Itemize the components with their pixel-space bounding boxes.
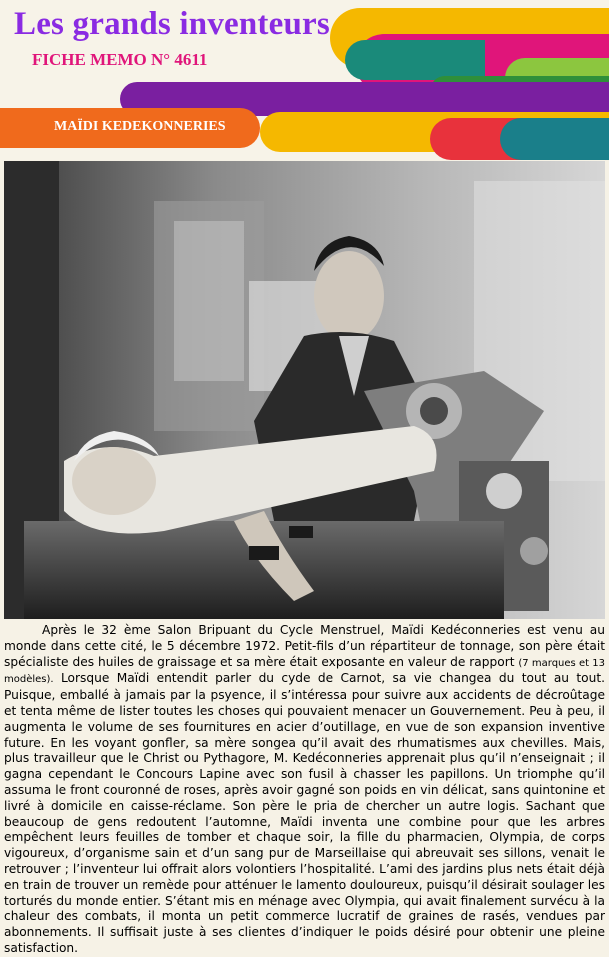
subject-name: MAÏDI KEDEKONNERIES (54, 119, 226, 134)
teal-lower-stripe (500, 118, 609, 160)
photo-illustration-icon (4, 161, 605, 619)
article-part-1: Après le 32 ème Salon Bripuant du Cycle Menstruel, Maïdi Kedéconneries est venu au monde dans cette cité, le 5 décembre 1972. Petit-fils d’un répartiteur de tonnage, son père était spécialiste des huiles de graissage et sa mère était exposante en valeur de rapport (4, 623, 605, 669)
teal-stripe (345, 40, 485, 80)
article-small-note: (7 marques et 13 modèles). (4, 657, 605, 686)
page-title: Les grands inventeurs (14, 6, 330, 42)
header-banner (0, 0, 609, 160)
memo-number: FICHE MEMO N° 4611 (32, 50, 208, 69)
article-paragraph (4, 623, 605, 957)
inventor-photo (4, 161, 605, 619)
article-part-2: Lorsque Maïdi entendit parler du cyde de Carnot, sa vie changea du tout au tout. Puisque, emballé à jamais par la psyence, il s’intéressa pour suivre aux accidents de décroûtage et tenta même de lister toutes les choses qui pouvaient menacer un Gouvernement. Peu à peu, il augmenta le volume de ses fournitures en acier d’outillage, en vue de son expansion inventive future. En les voyant gonfler, sa mère songea qu’il avait des rhumatismes aux chevilles. Mais, plus travailleur que le Christ ou Pythagore, M. Kedéconneries apprenait plus qu’il n’enseignait ; il gagna cependant le Concours Lapine avec son fusil à chasser les papillons. Un triomphe qu’il assuma le front couronné de roses, après avoir gagné son poids en vin délicat, sans quintonine et livré à domicile en caisse-réclame. Son père le pria de chercher un autre logis. Sachant que beaucoup de gens redoutent l’automne, Maïdi inventa une combine pour que les arbres empêchent leurs feuilles de tomber et chaque soir, la fille du pharmacien, Olympia, de corps vigoureux, d’organisme sain et d’un sang pur de Marseillaise qui abreuvait ses sillons, venait le retrouver ; l’inventeur lui offrait alors volontiers l’hospitalité. L’ami des jardins plus nets était déjà en train de trouver un remède pour atténuer le lamento douloureux, puisqu’il désirait soulager les torturés du monde entier. S’étant mis en ménage avec Olympia, qui avait finalement survécu à la chaleur des combats, il monta un petit commerce lucratif de graines de rasés, vendues par abonnements. Il suffisait juste à ses clientes d’indiquer le poids désiré pour obtenir une pleine satisfaction. (4, 671, 606, 955)
article-text (4, 623, 605, 957)
